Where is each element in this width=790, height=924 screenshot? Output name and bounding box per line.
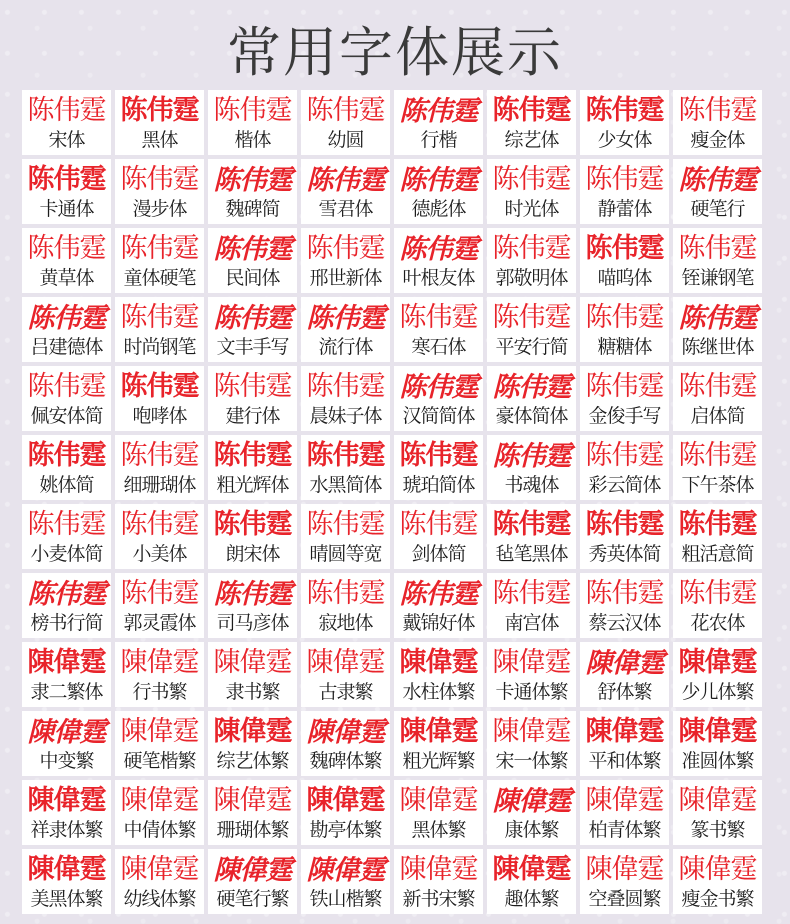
font-card (580, 366, 669, 431)
font-sample-text: 陈伟霆 (492, 509, 571, 540)
font-sample-text: 陈伟霆 (678, 303, 757, 333)
font-sample-text: 陳偉霆 (399, 716, 478, 747)
font-card (301, 780, 390, 845)
font-name-label: 花农体 (690, 612, 745, 634)
font-name-label: 漫步体 (132, 198, 187, 220)
font-name-label: 康体繁 (504, 819, 559, 841)
font-card (22, 711, 111, 776)
font-card (115, 780, 204, 845)
font-sample-text: 陳偉霆 (678, 716, 757, 747)
font-card (487, 159, 576, 224)
font-card (301, 366, 390, 431)
font-card (487, 642, 576, 707)
font-sample-text: 陳偉霆 (27, 785, 106, 816)
font-card (301, 228, 390, 293)
font-sample-text: 陈伟霆 (213, 303, 292, 333)
font-card (22, 90, 111, 155)
font-name-label: 综艺体 (504, 129, 559, 151)
font-sample-text: 陈伟霆 (306, 509, 385, 540)
font-name-label: 小美体 (132, 543, 187, 565)
font-sample-text: 陈伟霆 (120, 233, 199, 264)
font-sample-text: 陈伟霆 (120, 164, 199, 195)
font-sample-text: 陈伟霆 (399, 440, 478, 471)
font-name-label: 美黑体繁 (30, 888, 103, 910)
font-card (22, 435, 111, 500)
font-sample-text: 陈伟霆 (678, 371, 757, 402)
font-sample-text: 陈伟霆 (213, 95, 292, 126)
font-card (580, 711, 669, 776)
font-sample-text: 陈伟霆 (585, 302, 664, 333)
font-sample-text: 陈伟霆 (27, 509, 106, 540)
font-name-label: 毡笔黑体 (495, 543, 568, 565)
font-sample-text: 陈伟霆 (120, 371, 199, 402)
font-sample-text: 陈伟霆 (27, 440, 106, 471)
font-card (394, 228, 483, 293)
font-sample-text: 陈伟霆 (678, 233, 757, 264)
font-card (301, 642, 390, 707)
font-sample-text: 陈伟霆 (213, 579, 292, 609)
font-name-label: 柏青体繁 (588, 819, 661, 841)
font-name-label: 陈继世体 (681, 336, 754, 358)
font-name-label: 下午茶体 (681, 474, 754, 496)
font-name-label: 舒体繁 (597, 681, 652, 703)
font-sample-text: 陳偉霆 (306, 785, 385, 816)
font-sample-text: 陳偉霆 (585, 785, 664, 816)
font-name-label: 勘亭体繁 (309, 819, 382, 841)
font-sample-text: 陳偉霆 (585, 648, 664, 678)
font-sample-text: 陳偉霆 (306, 855, 385, 885)
font-name-label: 戴锦好体 (402, 612, 475, 634)
font-sample-text: 陳偉霆 (27, 854, 106, 885)
font-name-label: 隶书繁 (225, 681, 280, 703)
font-card (580, 435, 669, 500)
font-name-label: 空叠圆繁 (588, 888, 661, 910)
font-sample-text: 陳偉霆 (399, 854, 478, 885)
font-name-label: 细珊瑚体 (123, 474, 196, 496)
font-card (394, 780, 483, 845)
font-name-label: 魏碑体繁 (309, 750, 382, 772)
font-card (673, 435, 762, 500)
font-name-label: 汉简简体 (402, 405, 475, 427)
font-name-label: 榜书行简 (30, 612, 103, 634)
font-card (115, 573, 204, 638)
font-name-label: 水黑简体 (309, 474, 382, 496)
font-card (301, 297, 390, 362)
font-card (673, 711, 762, 776)
font-card (394, 849, 483, 914)
font-card (580, 90, 669, 155)
font-sample-text: 陈伟霆 (27, 303, 106, 333)
font-card (208, 90, 297, 155)
font-sample-text: 陈伟霆 (678, 165, 757, 195)
font-sample-text: 陈伟霆 (678, 578, 757, 609)
font-card (673, 159, 762, 224)
font-sample-text: 陈伟霆 (306, 578, 385, 609)
font-card (208, 711, 297, 776)
font-sample-text: 陳偉霆 (27, 717, 106, 747)
font-sample-text: 陈伟霆 (213, 165, 292, 195)
font-name-label: 时尚钢笔 (123, 336, 196, 358)
font-sample-text: 陈伟霆 (399, 372, 478, 402)
font-card (22, 573, 111, 638)
font-name-label: 南宫体 (504, 612, 559, 634)
font-sample-text: 陳偉霆 (492, 854, 571, 885)
font-sample-text: 陈伟霆 (120, 440, 199, 471)
font-name-label: 准圆体繁 (681, 750, 754, 772)
font-name-label: 司马彦体 (216, 612, 289, 634)
font-name-label: 蔡云汉体 (588, 612, 661, 634)
font-card (115, 642, 204, 707)
font-name-label: 篆书繁 (690, 819, 745, 841)
font-sample-text: 陈伟霆 (585, 578, 664, 609)
font-card (394, 366, 483, 431)
font-sample-text: 陳偉霆 (678, 854, 757, 885)
font-card (673, 366, 762, 431)
font-name-label: 文丰手写 (216, 336, 289, 358)
font-name-label: 琥珀简体 (402, 474, 475, 496)
font-sample-text: 陈伟霆 (306, 440, 385, 471)
font-card (115, 159, 204, 224)
font-sample-text: 陈伟霆 (27, 579, 106, 609)
font-sample-text: 陳偉霆 (213, 785, 292, 816)
font-name-label: 佩安体简 (30, 405, 103, 427)
font-name-label: 郭灵霞体 (123, 612, 196, 634)
font-name-label: 秀英体简 (588, 543, 661, 565)
font-name-label: 平和体繁 (588, 750, 661, 772)
font-sample-text: 陈伟霆 (213, 440, 292, 471)
font-name-label: 建行体 (225, 405, 280, 427)
font-card (580, 642, 669, 707)
font-name-label: 雪君体 (318, 198, 373, 220)
font-name-label: 硬笔行 (690, 198, 745, 220)
font-name-label: 珊瑚体繁 (216, 819, 289, 841)
font-name-label: 卡通体 (39, 198, 94, 220)
font-name-label: 咆哮体 (132, 405, 187, 427)
font-sample-text: 陳偉霆 (120, 785, 199, 816)
font-card (22, 504, 111, 569)
font-card (394, 711, 483, 776)
font-sample-text: 陈伟霆 (678, 509, 757, 540)
font-sample-text: 陈伟霆 (306, 371, 385, 402)
font-card (22, 228, 111, 293)
font-card (487, 573, 576, 638)
font-card (115, 366, 204, 431)
font-sample-text: 陈伟霆 (678, 440, 757, 471)
font-name-label: 剑体简 (411, 543, 466, 565)
font-card (301, 435, 390, 500)
font-sample-text: 陈伟霆 (492, 95, 571, 126)
font-name-label: 糖糖体 (597, 336, 652, 358)
font-sample-text: 陳偉霆 (120, 647, 199, 678)
font-card (301, 573, 390, 638)
font-sample-text: 陈伟霆 (585, 233, 664, 264)
font-name-label: 郭敬明体 (495, 267, 568, 289)
font-sample-text: 陈伟霆 (399, 165, 478, 195)
font-sample-text: 陳偉霆 (399, 647, 478, 678)
font-name-label: 叶根友体 (402, 267, 475, 289)
font-sample-text: 陈伟霆 (492, 372, 571, 402)
font-sample-text: 陈伟霆 (27, 233, 106, 264)
font-sample-text: 陈伟霆 (120, 578, 199, 609)
font-sample-text: 陈伟霆 (492, 302, 571, 333)
font-card (22, 297, 111, 362)
font-card (22, 849, 111, 914)
font-card (22, 159, 111, 224)
font-card (673, 780, 762, 845)
font-card (394, 435, 483, 500)
font-card (673, 504, 762, 569)
font-name-label: 童体硬笔 (123, 267, 196, 289)
font-card (394, 642, 483, 707)
font-name-label: 民间体 (225, 267, 280, 289)
font-sample-text: 陳偉霆 (306, 647, 385, 678)
font-sample-text: 陈伟霆 (399, 579, 478, 609)
font-name-label: 幼线体繁 (123, 888, 196, 910)
font-card (580, 780, 669, 845)
font-name-label: 行楷 (420, 129, 457, 151)
font-sample-text: 陈伟霆 (399, 302, 478, 333)
font-name-label: 魏碑简 (225, 198, 280, 220)
font-sample-text: 陳偉霆 (399, 785, 478, 816)
font-card (301, 849, 390, 914)
font-card (208, 573, 297, 638)
font-card (487, 504, 576, 569)
font-sample-text: 陈伟霆 (585, 371, 664, 402)
font-card (487, 366, 576, 431)
font-name-label: 黑体繁 (411, 819, 466, 841)
font-card (580, 297, 669, 362)
font-sample-text: 陳偉霆 (306, 717, 385, 747)
font-card (115, 504, 204, 569)
font-sample-text: 陈伟霆 (585, 164, 664, 195)
font-sample-text: 陈伟霆 (585, 440, 664, 471)
font-card (673, 90, 762, 155)
font-name-label: 豪体简体 (495, 405, 568, 427)
font-name-label: 硬笔楷繁 (123, 750, 196, 772)
font-name-label: 宋一体繁 (495, 750, 568, 772)
font-card (301, 90, 390, 155)
font-sample-text: 陳偉霆 (492, 786, 571, 816)
font-card (208, 159, 297, 224)
font-name-label: 少女体 (597, 129, 652, 151)
font-name-label: 黑体 (141, 129, 178, 151)
font-sample-text: 陈伟霆 (306, 303, 385, 333)
page-title: 常用字体展示 (227, 21, 563, 84)
font-name-label: 平安行简 (495, 336, 568, 358)
font-card (301, 504, 390, 569)
font-sample-text: 陈伟霆 (492, 441, 571, 471)
font-card (208, 504, 297, 569)
font-sample-text: 陈伟霆 (678, 95, 757, 126)
font-card (301, 159, 390, 224)
font-card (487, 849, 576, 914)
font-sample-text: 陈伟霆 (120, 509, 199, 540)
font-name-label: 静蕾体 (597, 198, 652, 220)
font-card (115, 435, 204, 500)
font-card (208, 297, 297, 362)
font-sample-text: 陈伟霆 (399, 509, 478, 540)
font-sample-text: 陈伟霆 (213, 509, 292, 540)
font-name-label: 铚谦钢笔 (681, 267, 754, 289)
font-name-label: 瘦金体 (690, 129, 745, 151)
font-sample-text: 陳偉霆 (213, 716, 292, 747)
font-sample-text: 陈伟霆 (306, 95, 385, 126)
font-card (673, 849, 762, 914)
font-name-label: 寒石体 (411, 336, 466, 358)
font-sample-text: 陈伟霆 (399, 234, 478, 264)
font-name-label: 行书繁 (132, 681, 187, 703)
font-card (673, 573, 762, 638)
font-sample-text: 陳偉霆 (120, 716, 199, 747)
font-name-label: 楷体 (234, 129, 271, 151)
font-name-label: 吕建德体 (30, 336, 103, 358)
font-name-label: 寂地体 (318, 612, 373, 634)
font-card (487, 228, 576, 293)
font-card (580, 504, 669, 569)
font-sample-text: 陈伟霆 (27, 164, 106, 195)
font-card (22, 642, 111, 707)
font-card (394, 573, 483, 638)
font-sample-text: 陈伟霆 (492, 233, 571, 264)
font-grid (22, 90, 762, 914)
font-card (208, 849, 297, 914)
font-name-label: 姚体简 (39, 474, 94, 496)
font-name-label: 书魂体 (504, 474, 559, 496)
font-name-label: 小麦体简 (30, 543, 103, 565)
font-card (580, 573, 669, 638)
font-card (22, 366, 111, 431)
font-card (487, 435, 576, 500)
font-card (487, 297, 576, 362)
font-name-label: 幼圆 (327, 129, 364, 151)
font-sample-text: 陳偉霆 (678, 785, 757, 816)
font-name-label: 祥隶体繁 (30, 819, 103, 841)
font-name-label: 黄草体 (39, 267, 94, 289)
font-card (115, 849, 204, 914)
font-card (487, 711, 576, 776)
font-card (580, 228, 669, 293)
font-name-label: 趣体繁 (504, 888, 559, 910)
font-card (115, 711, 204, 776)
font-sample-text: 陳偉霆 (678, 647, 757, 678)
font-sample-text: 陈伟霆 (120, 302, 199, 333)
font-card (394, 504, 483, 569)
font-name-label: 综艺体繁 (216, 750, 289, 772)
font-name-label: 粗活意简 (681, 543, 754, 565)
font-name-label: 粗光辉体 (216, 474, 289, 496)
font-sample-text: 陈伟霆 (492, 164, 571, 195)
font-card (208, 780, 297, 845)
font-sample-text: 陈伟霆 (213, 371, 292, 402)
font-name-label: 宋体 (48, 129, 85, 151)
font-name-label: 德彪体 (411, 198, 466, 220)
font-sample-text: 陳偉霆 (492, 647, 571, 678)
font-sample-text: 陳偉霆 (120, 854, 199, 885)
font-card (487, 780, 576, 845)
font-name-label: 启体简 (690, 405, 745, 427)
font-card (580, 159, 669, 224)
font-card (208, 228, 297, 293)
font-sample-text: 陳偉霆 (27, 647, 106, 678)
font-sample-text: 陈伟霆 (585, 509, 664, 540)
font-name-label: 卡通体繁 (495, 681, 568, 703)
font-name-label: 水柱体繁 (402, 681, 475, 703)
font-name-label: 少儿体繁 (681, 681, 754, 703)
font-name-label: 铁山楷繁 (309, 888, 382, 910)
font-sample-text: 陈伟霆 (492, 578, 571, 609)
font-card (208, 435, 297, 500)
font-name-label: 瘦金书繁 (681, 888, 754, 910)
font-name-label: 晴圆等宽 (309, 543, 382, 565)
font-name-label: 古隶繁 (318, 681, 373, 703)
font-sample-text: 陳偉霆 (213, 647, 292, 678)
font-sample-text: 陈伟霆 (306, 233, 385, 264)
font-name-label: 邢世新体 (309, 267, 382, 289)
font-name-label: 中倩体繁 (123, 819, 196, 841)
font-card (115, 297, 204, 362)
font-sample-text: 陈伟霆 (120, 95, 199, 126)
font-sample-text: 陈伟霆 (585, 95, 664, 126)
font-name-label: 彩云简体 (588, 474, 661, 496)
font-name-label: 硬笔行繁 (216, 888, 289, 910)
font-card (394, 159, 483, 224)
font-card (208, 366, 297, 431)
font-card (673, 297, 762, 362)
font-card (301, 711, 390, 776)
font-sample-text: 陈伟霆 (213, 234, 292, 264)
font-name-label: 晨妹子体 (309, 405, 382, 427)
font-sample-text: 陳偉霆 (213, 855, 292, 885)
font-sample-text: 陈伟霆 (399, 96, 478, 126)
font-name-label: 时光体 (504, 198, 559, 220)
font-name-label: 隶二繁体 (30, 681, 103, 703)
font-sample-text: 陈伟霆 (306, 165, 385, 195)
font-sample-text: 陈伟霆 (27, 95, 106, 126)
font-card (394, 297, 483, 362)
font-card (22, 780, 111, 845)
font-sample-text: 陳偉霆 (492, 716, 571, 747)
font-name-label: 流行体 (318, 336, 373, 358)
font-card (115, 90, 204, 155)
font-card (673, 228, 762, 293)
font-name-label: 中变繁 (39, 750, 94, 772)
font-card (487, 90, 576, 155)
font-name-label: 喵呜体 (597, 267, 652, 289)
font-card (673, 642, 762, 707)
font-card (115, 228, 204, 293)
font-card (394, 90, 483, 155)
font-name-label: 粗光辉繁 (402, 750, 475, 772)
font-card (580, 849, 669, 914)
font-name-label: 朗宋体 (225, 543, 280, 565)
font-name-label: 金俊手写 (588, 405, 661, 427)
font-sample-text: 陈伟霆 (27, 371, 106, 402)
font-sample-text: 陳偉霆 (585, 854, 664, 885)
font-name-label: 新书宋繁 (402, 888, 475, 910)
font-card (208, 642, 297, 707)
font-sample-text: 陳偉霆 (585, 716, 664, 747)
